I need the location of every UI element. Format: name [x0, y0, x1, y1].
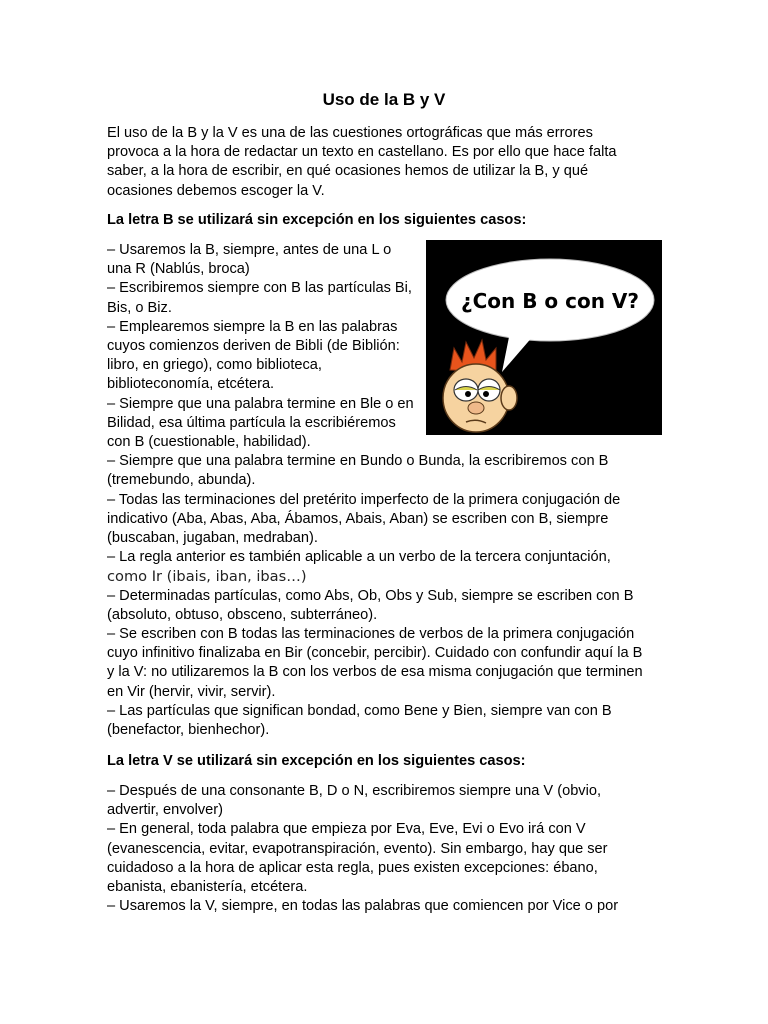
cartoon-illustration: [426, 240, 662, 435]
rule-line: y la V: no utilizaremos la B con los verbos de esa misma conjugación que terminen: [107, 664, 643, 681]
rule-line: – Escribiremos siempre con B las partículas Bi,: [107, 280, 412, 297]
rule-line: (benefactor, bienhechor).: [107, 722, 270, 739]
cartoon-svg: [426, 240, 662, 435]
left-pupil: [465, 391, 471, 397]
right-pupil: [483, 391, 489, 397]
rule-line: – Usaremos la V, siempre, en todas las palabras que comiencen por Vice o por: [107, 898, 619, 915]
rule-line: – Las partículas que significan bondad, como Bene y Bien, siempre van con B: [107, 702, 612, 719]
rule-line: en Vir (hervir, vivir, servir).: [107, 683, 276, 700]
rule-line: (tremebundo, abunda).: [107, 472, 256, 489]
rule-line: – Usaremos la B, siempre, antes de una L o: [107, 242, 392, 258]
nose-shape: [468, 402, 484, 414]
intro-line: El uso de la B y la V es una de las cuestiones ortográficas que más errores: [107, 125, 593, 141]
rule-line: cuyo infinitivo finalizaba en Bir (concebir, percibir). Cuidado con confundir aquí la B: [107, 645, 643, 662]
rule-line: indicativo (Aba, Abas, Aba, Ábamos, Abais, Aban) se escriben con B, siempre: [107, 510, 609, 527]
rule-line: cuyos comienzos deriven de Bibli (de Biblión:: [107, 338, 400, 355]
rule-line: – Siempre que una palabra termine en Ble o en: [107, 395, 414, 412]
rule-line: – Todas las terminaciones del pretérito imperfecto de la primera conjugación de: [107, 491, 621, 508]
rule-line: (evanescencia, evitar, evapotranspiración, evento). Sin embargo, hay que ser: [107, 840, 608, 857]
v-rules-list: [107, 782, 618, 916]
heading-b-rules: La letra B se utilizará sin excepción en los siguientes casos:: [107, 212, 527, 228]
speech-bubble-text: ¿Con B o con V?: [460, 289, 640, 313]
rule-line: – Siempre que una palabra termine en Bundo o Bunda, la escribiremos con B: [107, 453, 609, 470]
rule-line: – Se escriben con B todas las terminaciones de verbos de la primera conjugación: [107, 626, 635, 643]
ear-shape: [501, 386, 517, 410]
rule-line: – Determinadas partículas, como Abs, Ob, Obs y Sub, siempre se escriben con B: [107, 587, 634, 604]
rule-line: (absoluto, obtuso, obsceno, subterráneo).: [107, 606, 378, 623]
rule-line: advertir, envolver): [107, 802, 223, 819]
rule-line: una R (Nablús, broca): [107, 261, 250, 278]
heading-v-rules: La letra V se utilizará sin excepción en los siguientes casos:: [107, 753, 526, 769]
intro-paragraph: [107, 124, 616, 201]
rule-line: con B (cuestionable, habilidad).: [107, 434, 311, 451]
face-shape: [443, 364, 509, 432]
rule-line: – En general, toda palabra que empieza por Eva, Eve, Evi o Evo irá con V: [107, 821, 586, 838]
rule-line: ebanista, ebanistería, etcétera.: [107, 879, 308, 896]
rule-line: – Emplearemos siempre la B en las palabras: [107, 318, 398, 335]
rule-line: Bis, o Biz.: [107, 299, 172, 316]
intro-line: provoca a la hora de redactar un texto en castellano. Es por ello que hace falta: [107, 144, 617, 161]
intro-line: ocasiones debemos escoger la V.: [107, 182, 325, 199]
rule-line: Bilidad, esa última partícula la escribiéremos: [107, 414, 396, 431]
rule-line: biblioteconomía, etcétera.: [107, 376, 275, 393]
rule-line: – Después de una consonante B, D o N, escribiremos siempre una V (obvio,: [107, 783, 602, 799]
intro-line: saber, a la hora de escribir, en qué ocasiones hemos de utilizar la B, y qué: [107, 163, 589, 180]
rule-line: como Ir (ibais, iban, ibas…): [107, 568, 307, 586]
page-title: Uso de la B y V: [322, 90, 446, 109]
rule-line: libro, en griego), como biblioteca,: [107, 357, 322, 374]
rule-line: cuidadoso a la hora de aplicar esta regla, pues existen excepciones: ébano,: [107, 859, 598, 876]
rule-line: – La regla anterior es también aplicable a un verbo de la tercera conjuntación,: [107, 549, 611, 566]
rule-line: (buscaban, jugaban, medraban).: [107, 530, 318, 547]
